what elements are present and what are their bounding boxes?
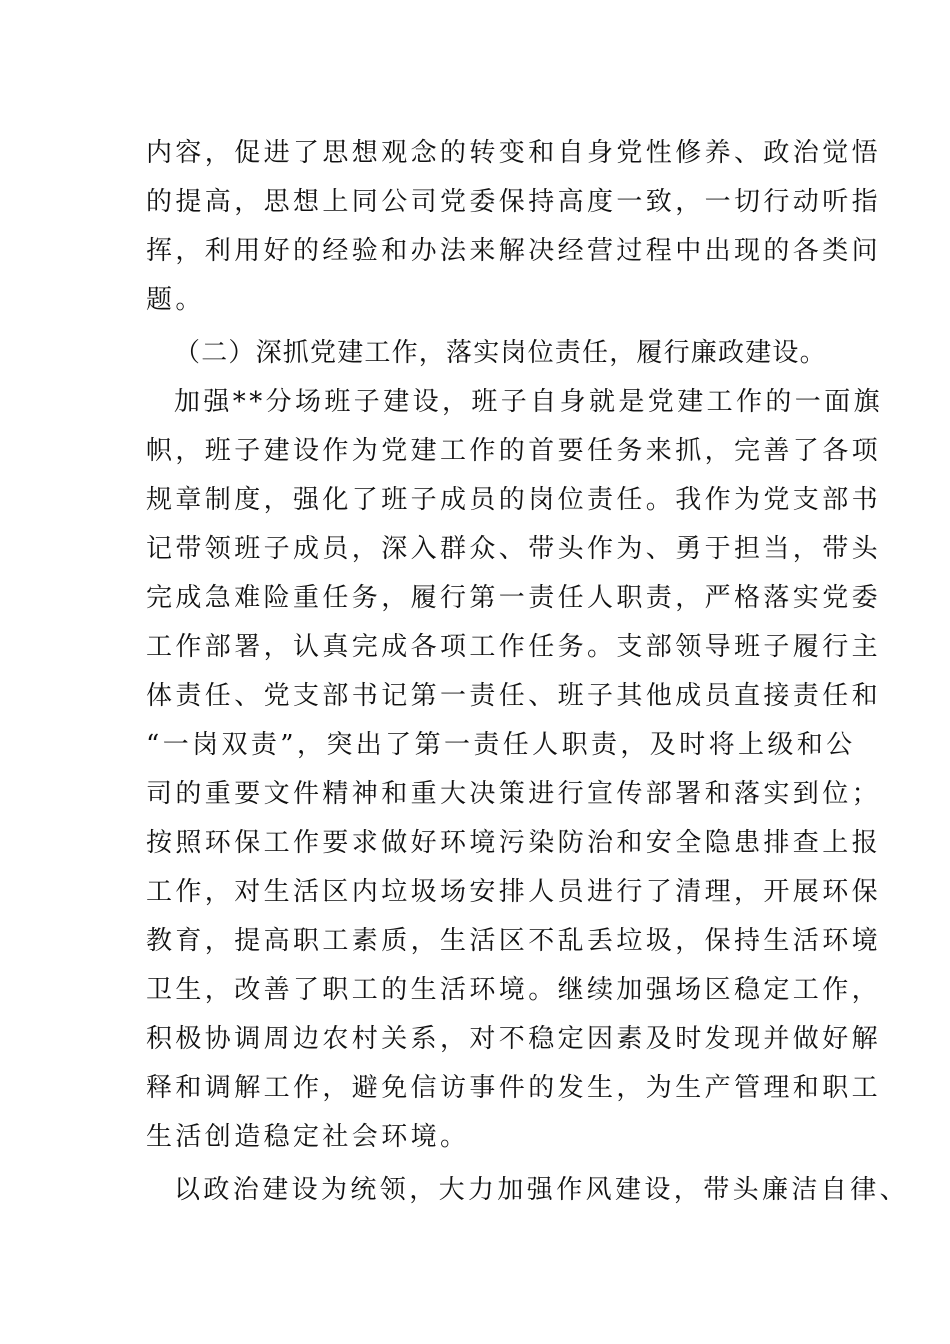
text-line: 题。: [146, 285, 205, 315]
text-line: 积极协调周边农村关系，对不稳定因素及时发现并做好解: [146, 1024, 882, 1054]
text-line: 体责任、党支部书记第一责任、班子其他成员直接责任和: [146, 681, 882, 711]
text-line: 工作，对生活区内垃圾场安排人员进行了清理，开展环保: [146, 877, 882, 907]
text-line: 教育，提高职工素质，生活区不乱丢垃圾，保持生活环境: [146, 926, 882, 956]
text-line: 的提高，思想上同公司党委保持高度一致，一切行动听指: [146, 187, 882, 217]
text-line: 生活创造稳定社会环境。: [146, 1122, 470, 1152]
section-heading: （二）深抓党建工作，落实岗位责任，履行廉政建设。: [174, 338, 827, 368]
paragraph-first-line: 加强**分场班子建设，班子自身就是党建工作的一面旗: [174, 387, 884, 417]
paragraph-first-line: 以政治建设为统领，大力加强作风建设，带头廉洁自律、: [174, 1175, 910, 1205]
text-line: 卫生，改善了职工的生活环境。继续加强场区稳定工作，: [146, 975, 882, 1005]
text-line: 司的重要文件精神和重大决策进行宣传部署和落实到位；: [146, 779, 882, 809]
text-line: 释和调解工作，避免信访事件的发生，为生产管理和职工: [146, 1073, 882, 1103]
text-line: 按照环保工作要求做好环境污染防治和安全隐患排查上报: [146, 828, 882, 858]
text-line: 工作部署，认真完成各项工作任务。支部领导班子履行主: [146, 632, 882, 662]
text-line: 规章制度，强化了班子成员的岗位责任。我作为党支部书: [146, 485, 882, 515]
text-line: 帜，班子建设作为党建工作的首要任务来抓，完善了各项: [146, 436, 882, 466]
text-line: “一岗双责”，突出了第一责任人职责，及时将上级和公: [146, 730, 856, 760]
text-line: 内容，促进了思想观念的转变和自身党性修养、政治觉悟: [146, 138, 882, 168]
text-line: 完成急难险重任务，履行第一责任人职责，严格落实党委: [146, 583, 882, 613]
text-line: 记带领班子成员，深入群众、带头作为、勇于担当，带头: [146, 534, 882, 564]
text-line: 挥，利用好的经验和办法来解决经营过程中出现的各类问: [146, 236, 882, 266]
